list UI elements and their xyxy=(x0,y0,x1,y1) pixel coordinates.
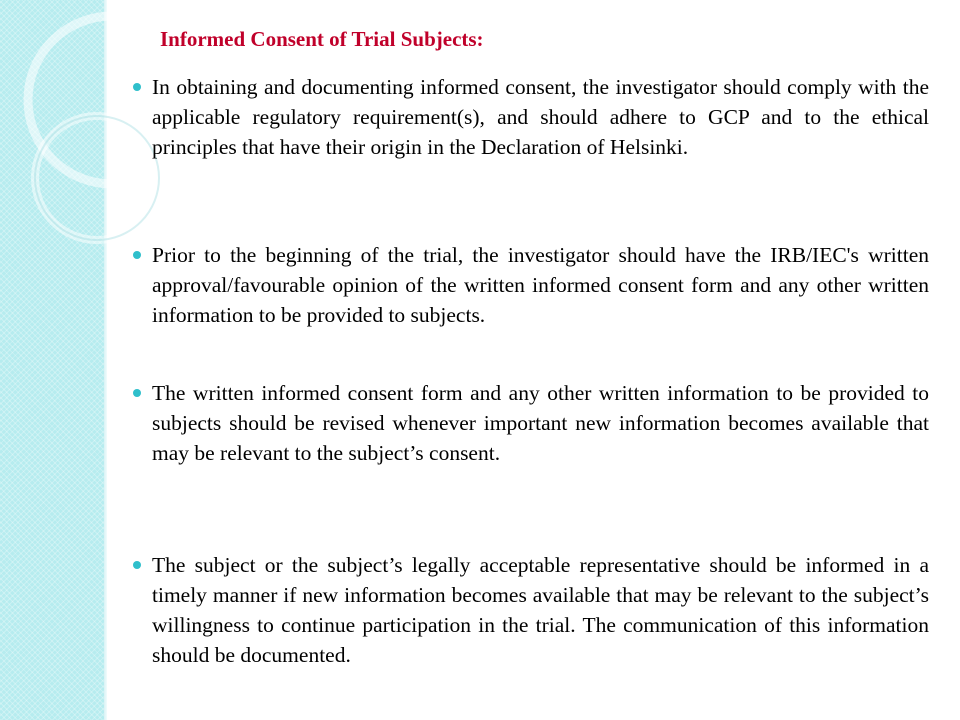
bullet-text: The subject or the subject’s legally acceptable representative should be informed in a timely manner if new information becomes available that may be relevant to the subject’s willingness to continue participation in the trial. The communication of this information should be documented. xyxy=(152,553,929,667)
slide-title: Informed Consent of Trial Subjects: xyxy=(160,27,484,51)
bullet-dot-icon xyxy=(133,389,141,397)
bullet-text: The written informed consent form and any other written information to be provided to subjects should be revised whenever important new information becomes available that may be relevant to the subject’s consent. xyxy=(152,381,929,465)
bullet-item xyxy=(152,72,929,162)
bullet-item xyxy=(152,550,929,670)
bullet-item xyxy=(152,378,929,468)
bullet-dot-icon xyxy=(133,251,141,259)
bullet-text: In obtaining and documenting informed consent, the investigator should comply with the applicable regulatory requirement(s), and should adhere to GCP and to the ethical principles that have their origin in the Declaration of Helsinki. xyxy=(152,75,929,159)
bullet-item xyxy=(152,240,929,330)
bullet-text: Prior to the beginning of the trial, the investigator should have the IRB/IEC's written approval/favourable opinion of the written informed consent form and any other written information to be provided to subjects. xyxy=(152,243,929,327)
bullet-dot-icon xyxy=(133,561,141,569)
bullet-dot-icon xyxy=(133,83,141,91)
